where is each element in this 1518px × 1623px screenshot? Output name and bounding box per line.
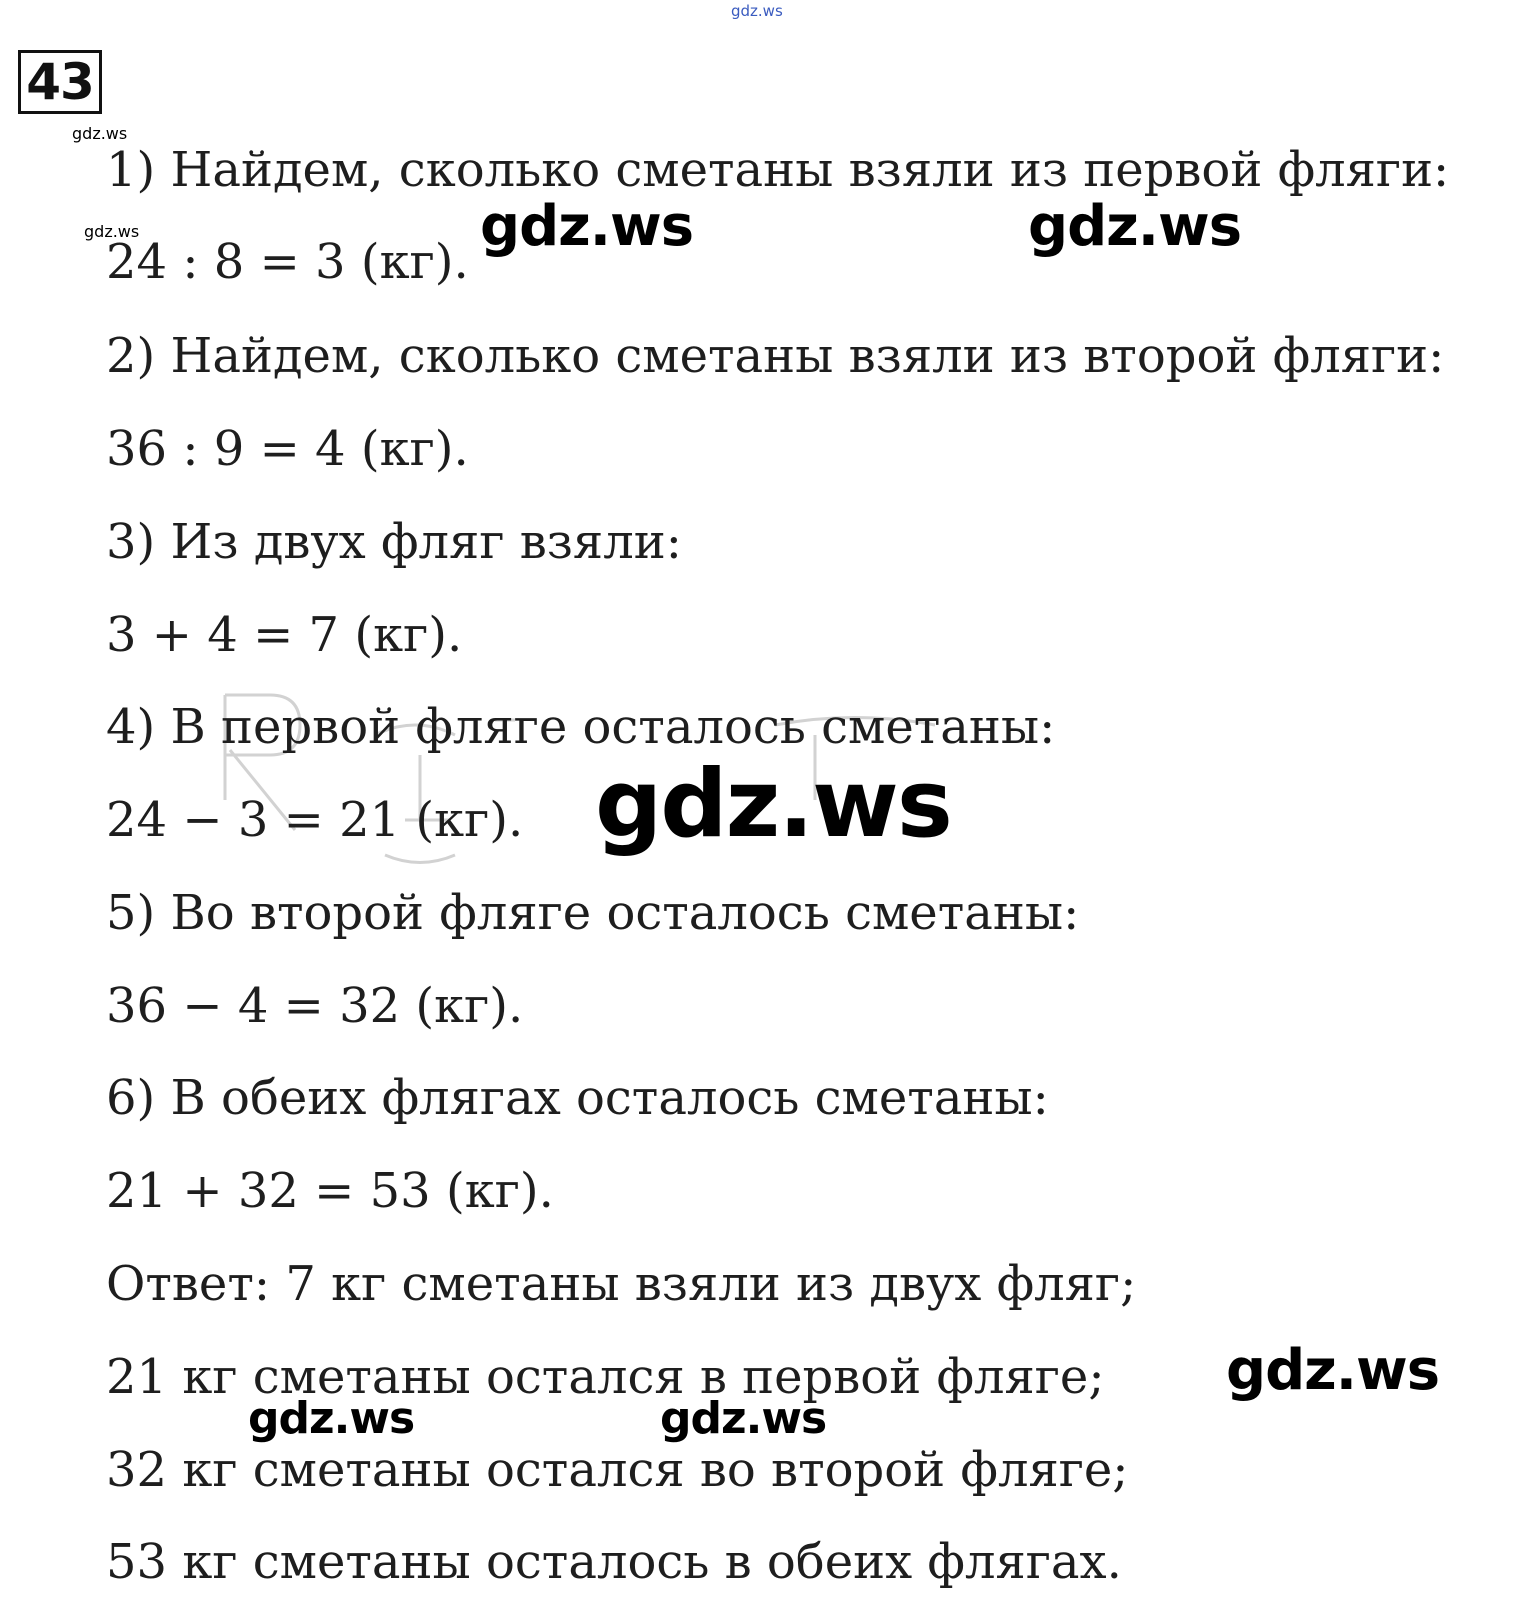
watermark-mid-2: gdz.ws <box>1028 194 1242 259</box>
solution-line-9: 5) Во второй фляге осталось сметаны: <box>106 885 1080 941</box>
watermark-top: gdz.ws <box>731 2 783 20</box>
solution-line-3: 2) Найдем, сколько сметаны взяли из второй фляги: <box>106 328 1445 384</box>
watermark-big: gdz.ws <box>595 750 951 859</box>
watermark-mid-1: gdz.ws <box>480 194 694 259</box>
solution-line-11: 6) В обеих флягах осталось сметаны: <box>106 1070 1049 1126</box>
answer-line-1: Ответ: 7 кг сметаны взяли из двух фляг; <box>106 1256 1137 1312</box>
solution-line-12: 21 + 32 = 53 (кг). <box>106 1163 554 1219</box>
answer-line-3: 32 кг сметаны остался во второй фляге; <box>106 1442 1129 1498</box>
watermark-right: gdz.ws <box>1226 1338 1440 1403</box>
solution-line-1: 1) Найдем, сколько сметаны взяли из первой фляги: <box>106 142 1450 198</box>
watermark-bottom-2: gdz.ws <box>660 1393 827 1444</box>
watermark-tiny-2: gdz.ws <box>84 222 140 241</box>
solution-line-10: 36 − 4 = 32 (кг). <box>106 978 524 1034</box>
solution-line-7: 4) В первой фляге осталось сметаны: <box>106 699 1056 755</box>
solution-line-4: 36 : 9 = 4 (кг). <box>106 421 469 477</box>
watermark-bottom-1: gdz.ws <box>248 1393 415 1444</box>
solution-line-2: 24 : 8 = 3 (кг). <box>106 234 469 290</box>
solution-line-8: 24 − 3 = 21 (кг). <box>106 792 524 848</box>
watermark-tiny-1: gdz.ws <box>72 124 128 143</box>
solution-line-5: 3) Из двух фляг взяли: <box>106 514 682 570</box>
answer-line-4: 53 кг сметаны осталось в обеих флягах. <box>106 1534 1122 1590</box>
problem-number-box: 43 <box>18 50 102 114</box>
solution-line-6: 3 + 4 = 7 (кг). <box>106 607 463 663</box>
answer-line-2: 21 кг сметаны остался в первой фляге; <box>106 1349 1105 1405</box>
